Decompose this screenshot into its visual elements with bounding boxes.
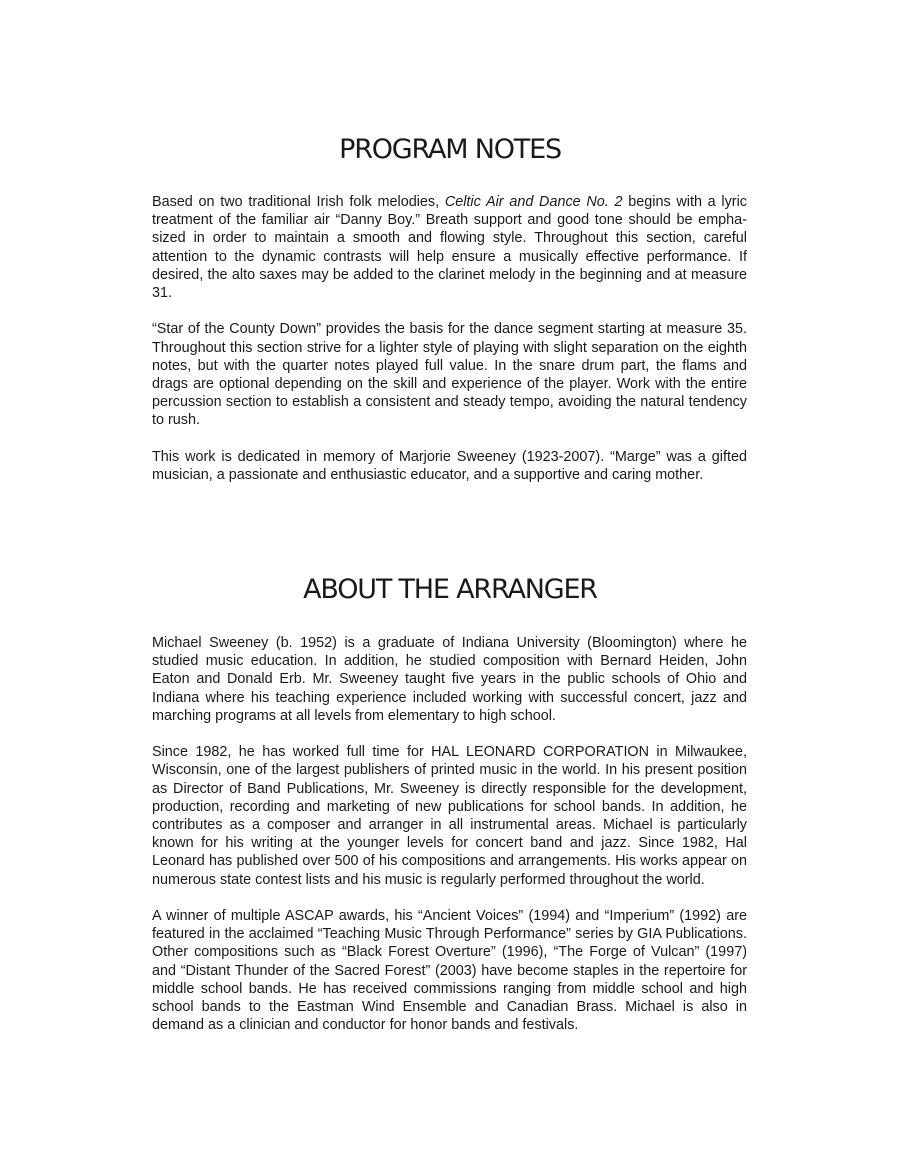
program-notes-p1-lead: Based on two traditional Irish folk melodies,: [152, 194, 445, 210]
program-notes-paragraph-3: This work is dedicated in memory of Marjorie Sweeney (1923-2007). “Marge” was a gifted musician, a passionate and enthusiastic educator, and a supportive and caring mother.: [152, 448, 747, 484]
about-arranger-heading: ABOUT THE ARRANGER: [303, 574, 597, 605]
work-title-italic: Celtic Air and Dance No. 2: [444, 194, 623, 210]
about-arranger-paragraph-1: Michael Sweeney (b. 1952) is a graduate of Indiana University (Bloomington) where he studied music education. In addition, he studied composition with Bernard Heiden, John Eaton and Donald Erb. Mr. Sweeney taught five years in the public schools of Ohio and Indiana where his teaching experience included working with successful concert, jazz and marching programs at all levels from elementary to high school.: [152, 635, 747, 724]
about-arranger-paragraph-3: A winner of multiple ASCAP awards, his “Ancient Voices” (1994) and “Imperium” (1992) are featured in the acclaimed “Teaching Music Through Performance” series by GIA Publications. Other compositions such as “Black Forest Overture” (1996), “The Forge of Vulcan” (1997) and “Distant Thunder of the Sacred Forest” (2003) have become staples in the repertoire for middle school bands. He has received commissions ranging from middle school and high school bands to the Eastman Wind Ensemble and Canadian Brass. Michael is also in demand as a clinician and conductor for honor bands and festivals.: [152, 908, 747, 1034]
program-notes-paragraph-1: [152, 193, 747, 302]
program-notes-body: [152, 193, 747, 484]
about-arranger-body: [152, 634, 747, 1034]
program-notes-p1-rest: begins with a lyric treatment of the familiar air “Danny Boy.” Breath support and good tone should be emphasized in order to maintain a smooth and flowing style. Throughout this section, careful attention to the dynamic contrasts will help ensure a musically effective performance. If desired, the alto saxes may be added to the clarinet melody in the beginning and at measure 31.: [152, 194, 747, 302]
about-arranger-paragraph-2: Since 1982, he has worked full time for HAL LEONARD CORPORATION in Milwaukee, Wisconsin, one of the largest publishers of printed music in the world. In his present position as Director of Band Publications, Mr. Sweeney is directly responsible for the development, production, recording and marketing of new publications for school bands. In addition, he contributes as a composer and arranger in all instrumental areas. Michael is particularly known for his writing at the younger levels for concert band and jazz. Since 1982, Hal Leonard has published over 500 of his compositions and arrangements. His works appear on numerous state contest lists and his music is regularly performed throughout the world.: [152, 744, 747, 888]
program-notes-heading: PROGRAM NOTES: [339, 134, 561, 165]
program-notes-paragraph-2: “Star of the County Down” provides the basis for the dance segment starting at measure 35. Throughout this section strive for a lighter style of playing with slight separation on the eighth notes, but with the quarter notes played full value. In the snare drum part, the flams and drags are optional depending on the skill and experience of the player. Work with the entire percussion section to establish a consistent and steady tempo, avoiding the natural tendency to rush.: [152, 321, 747, 429]
